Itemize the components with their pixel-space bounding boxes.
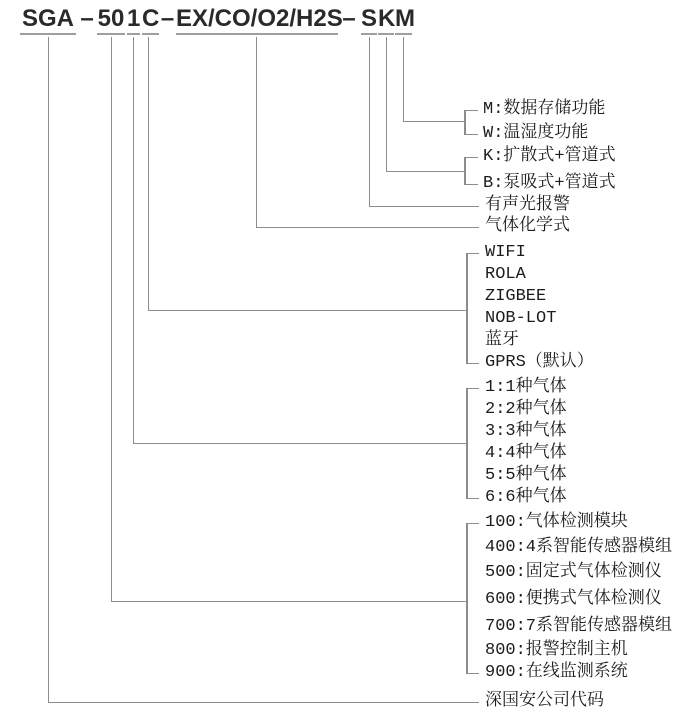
label-gas-count-2: 2:2种气体 [485,400,567,419]
label-storage-w: W:温湿度功能 [483,124,589,143]
label-series-700: 700:7系智能传感器模组 [485,617,673,636]
connector-comm-hline [148,310,467,312]
bracket-gas-count-tick-top [466,388,479,390]
bracket-series-tick-top [466,523,479,525]
connector-company-hline [48,702,479,704]
connector-series-vline [111,37,113,602]
label-gas-formula: 气体化学式 [485,217,570,236]
label-series-800: 800:报警控制主机 [485,641,628,660]
connector-gas-formula-vline [256,37,258,228]
label-series-100: 100:气体检测模块 [485,513,628,532]
connector-sampling-hline [386,171,465,173]
label-comm-gprs: GPRS（默认） [485,353,594,372]
label-series-900: 900:在线监测系统 [485,663,628,682]
bracket-storage-tick-top [464,110,478,112]
connector-comm-vline [148,37,150,311]
label-comm-wifi: WIFI [485,243,526,262]
bracket-sampling-tick-top [464,157,478,159]
model-segment-comm: C [142,6,159,35]
bracket-storage-vline [464,110,466,135]
label-gas-count-5: 5:5种气体 [485,466,567,485]
bracket-series-tick-bottom [466,673,479,675]
model-segment-gas-formula: EX/CO/O2/H2S [176,6,338,35]
label-alarm: 有声光报警 [485,196,570,215]
label-series-600: 600:便携式气体检测仪 [485,590,662,609]
model-dash-3: – [342,5,356,32]
connector-storage-hline [403,121,465,123]
bracket-sampling-tick-bottom [464,184,478,186]
model-dash-2: – [160,5,175,32]
connector-gas-count-vline [133,37,135,444]
label-gas-count-4: 4:4种气体 [485,444,567,463]
connector-alarm-hline [369,206,479,208]
bracket-series-vline [466,523,468,674]
model-segment-series: 50 [97,6,125,35]
model-dash-1: – [80,5,94,32]
label-comm-nob-lot: NOB-LOT [485,309,557,328]
connector-storage-vline [403,37,405,122]
bracket-gas-count-tick-bottom [466,498,479,500]
connector-alarm-vline [369,37,371,207]
bracket-comm-vline [466,253,468,364]
label-comm-bluetooth: 蓝牙 [485,331,519,350]
model-segment-alarm: S [361,6,377,35]
connector-series-hline [111,601,467,603]
connector-company-vline [48,37,50,703]
label-comm-rola: ROLA [485,265,526,284]
model-segment-storage: M [395,6,412,35]
label-series-500: 500:固定式气体检测仪 [485,563,662,582]
model-segment-sampling: K [378,6,394,35]
label-company-code: 深国安公司代码 [485,692,604,711]
label-storage-m: M:数据存储功能 [483,100,606,119]
bracket-gas-count-vline [466,388,468,499]
connector-sampling-vline [386,37,388,172]
label-gas-count-1: 1:1种气体 [485,378,567,397]
bracket-sampling-vline [464,157,466,185]
bracket-comm-tick-bottom [466,363,479,365]
model-segment-gas-count: 1 [127,6,140,35]
label-gas-count-3: 3:3种气体 [485,422,567,441]
label-sampling-k: K:扩散式+管道式 [483,147,616,166]
label-gas-count-6: 6:6种气体 [485,488,567,507]
label-comm-zigbee: ZIGBEE [485,287,547,306]
model-segment-company-code: SGA [20,6,76,35]
bracket-comm-tick-top [466,253,479,255]
label-series-400: 400:4系智能传感器模组 [485,538,673,557]
connector-gas-count-hline [133,443,467,445]
label-sampling-b: B:泵吸式+管道式 [483,174,616,193]
bracket-storage-tick-bottom [464,134,478,136]
connector-gas-formula-hline [256,227,479,229]
